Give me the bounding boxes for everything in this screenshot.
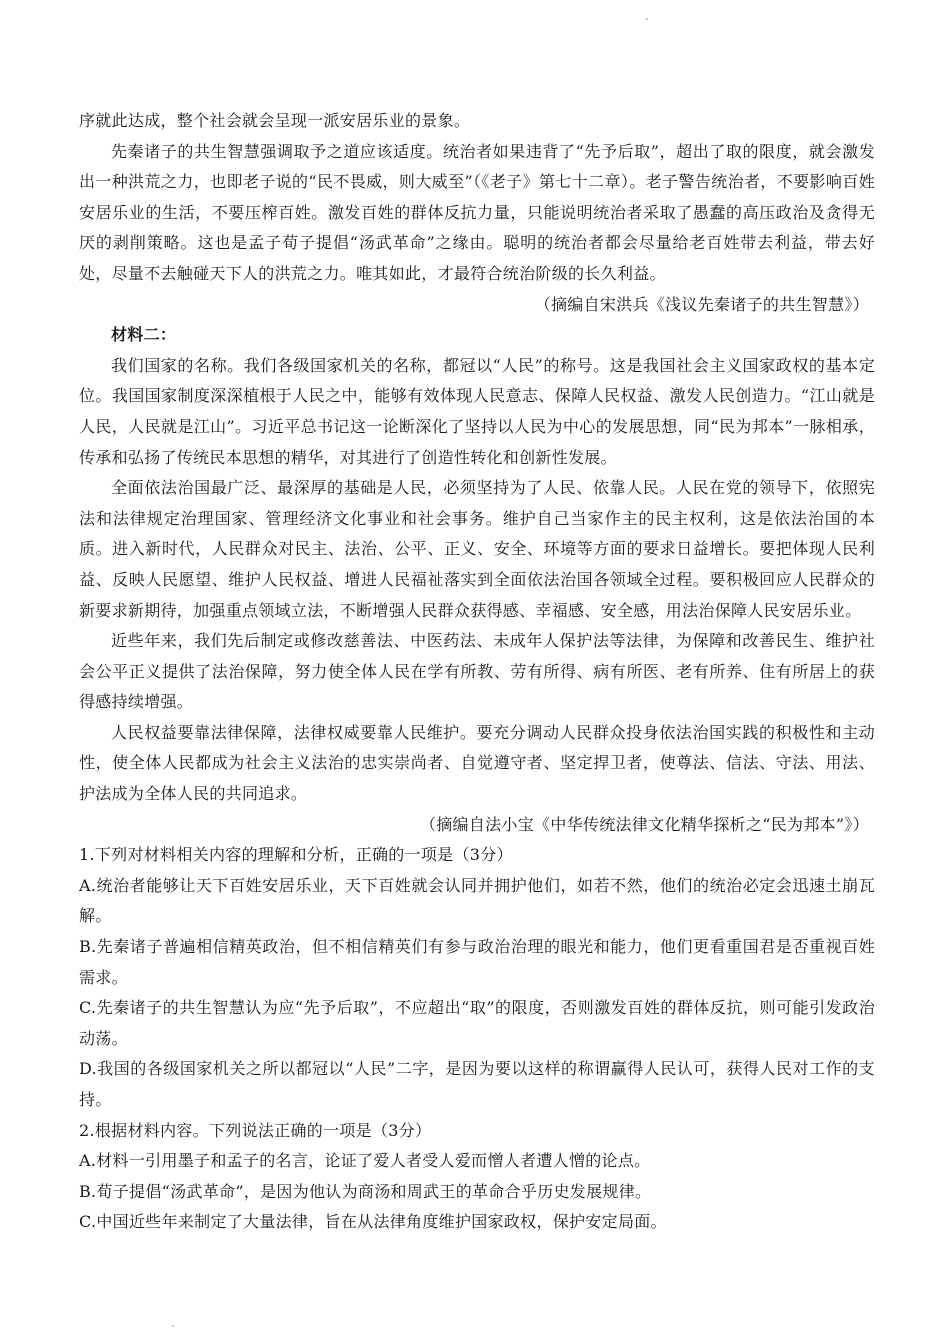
section-heading: 材料二： <box>111 325 177 345</box>
question-stem: 2.根据材料内容。下列说法正确的一项是（3分） <box>79 1120 432 1140</box>
answer-option: C.先秦诸子的共生智慧认为应“先予后取”，不应超出“取”的限度，否则激发百姓的群体反抗，则可能引发政治动荡。 <box>79 998 875 1048</box>
scan-dot <box>172 1325 174 1327</box>
scan-dot <box>646 18 648 20</box>
source-citation: （摘编自法小宝《中华传统法律文化精华探析之“民为邦本”》） <box>419 814 869 834</box>
paragraph: 近些年来，我们先后制定或修改慈善法、中医药法、未成年人保护法等法律，为保障和改善民生、维护社会公平正义提供了法治保障，努力使全体人民在学有所教、劳有所得、病有所医、老有所养、住有所居上的获得感持续增强。 <box>79 631 875 712</box>
paragraph: 先秦诸子的共生智慧强调取予之道应该适度。统治者如果违背了“先予后取”，超出了取的限度，就会激发出一种洪荒之力，也即老子说的“民不畏威，则大威至”（《老子》第七十二章）。老子警告统治者，不要影响百姓安居乐业的生活，不要压榨百姓。激发百姓的群体反抗力量，只能说明统治者采取了愚蠢的高压政治及贪得无厌的剥削策略。这也是孟子荀子提倡“汤武革命”之缘由。聪明的统治者都会尽量给老百姓带去利益，带去好处，尽量不去触碰天下人的洪荒之力。唯其如此，才最符合统治阶级的长久利益。 <box>79 141 875 283</box>
paragraph: 我们国家的名称。我们各级国家机关的名称，都冠以“人民”的称号。这是我国社会主义国家政权的基本定位。我国国家制度深深植根于人民之中，能够有效体现人民意志、保障人民权益、激发人民创造力。“江山就是人民，人民就是江山”。习近平总书记这一论断深化了坚持以人民为中心的发展思想，同“民为邦本”一脉相承，传承和弘扬了传统民本思想的精华，对其进行了创造性转化和创新性发展。 <box>79 355 875 467</box>
answer-option: B.先秦诸子普遍相信精英政治，但不相信精英们有参与政治治理的眼光和能力，他们更看重国君是否重视百姓需求。 <box>79 937 875 987</box>
answer-option: C.中国近些年来制定了大量法律，旨在从法律角度维护国家政权，保护安定局面。 <box>79 1212 667 1232</box>
paragraph: 序就此达成，整个社会就会呈现一派安居乐业的景象。 <box>79 111 471 130</box>
paragraph: 人民权益要靠法律保障，法律权威要靠人民维护。要充分调动人民群众投身依法治国实践的积极性和主动性，使全体人民都成为社会主义法治的忠实崇尚者、自觉遵守者、坚定捍卫者，使尊法、信法、守法、用法、护法成为全体人民的共同追求。 <box>79 722 875 804</box>
answer-option: B.荀子提倡“汤武革命”，是因为他认为商汤和周武王的革命合乎历史发展规律。 <box>79 1181 652 1201</box>
answer-option: A.材料一引用墨子和孟子的名言，论证了爱人者受人爱而憎人者遭人憎的论点。 <box>79 1151 651 1171</box>
text-column <box>79 106 875 1238</box>
question-stem: 1.下列对材料相关内容的理解和分析，正确的一项是（3分） <box>79 845 513 865</box>
answer-option: D.我国的各级国家机关之所以都冠以“人民”二字，是因为要以这样的称谓赢得人民认可，获得人民对工作的支持。 <box>79 1059 875 1109</box>
paragraph: 全面依法治国最广泛、最深厚的基础是人民，必须坚持为了人民、依靠人民。人民在党的领导下，依照宪法和法律规定治理国家、管理经济文化事业和社会事务。维护自己当家作主的民主权利，这是依法治国的本质。进入新时代，人民群众对民主、法治、公平、正义、安全、环境等方面的要求日益增长。要把体现人民利益、反映人民愿望、维护人民权益、增进人民福祉落实到全面依法治国各领域全过程。要积极回应人民群众的新要求新期待，加强重点领域立法，不断增强人民群众获得感、幸福感、安全感，用法治保障人民安居乐业。 <box>79 478 875 620</box>
source-citation: （摘编自宋洪兵《浅议先秦诸子的共生智慧》） <box>534 294 869 314</box>
answer-option: A.统治者能够让天下百姓安居乐业，天下百姓就会认同并拥护他们，如若不然，他们的统治必定会迅速土崩瓦解。 <box>79 875 875 926</box>
